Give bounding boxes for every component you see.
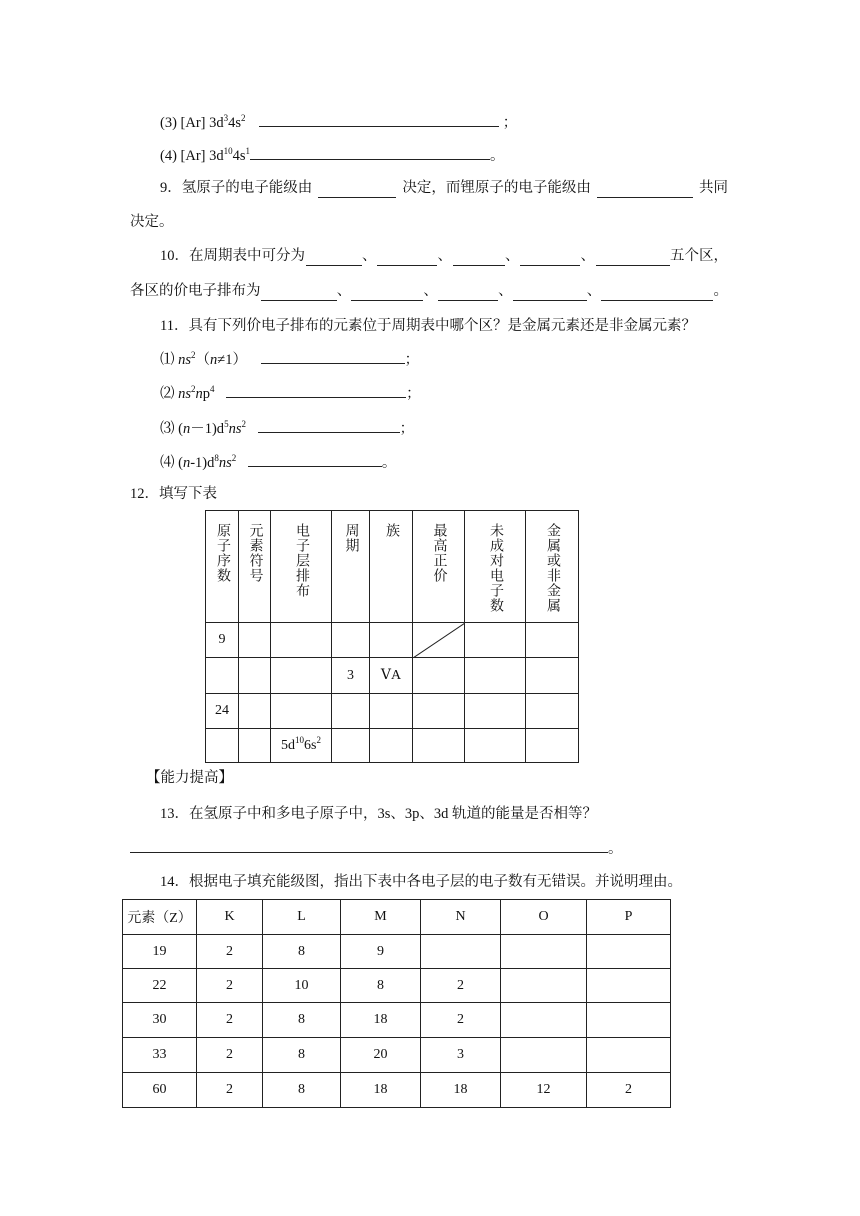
q11-item2: ⑵ $ns^2np^4$ ；: [160, 384, 421, 402]
answer-blank[interactable]: [351, 286, 423, 301]
q14-header-row: [123, 900, 671, 935]
q14-title: 14．根据电子填充能级图，指出下表中各电子层的电子数有无错误。并说明理由。: [160, 874, 682, 890]
header-cell: 原子序数: [206, 511, 239, 623]
header-cell: L: [263, 900, 341, 935]
q11-item4: ⑷ $(n-1)d^8ns^2$ 。: [160, 453, 397, 471]
table-row: [206, 694, 579, 729]
table-row: [123, 969, 671, 1003]
q12-header-row: [206, 511, 579, 623]
header-cell: 元素符号: [239, 511, 271, 623]
table-cell[interactable]: [370, 694, 413, 729]
q13-answer: 。: [130, 838, 623, 859]
table-cell: 2: [587, 1073, 671, 1108]
table-cell: 2: [197, 1073, 263, 1108]
q10-line1: 10．在周期表中可分为 、 、 、 、 五个区，: [160, 248, 728, 264]
table-cell: 33: [123, 1038, 197, 1073]
table-cell: 60: [123, 1073, 197, 1108]
table-cell: 3: [332, 658, 370, 694]
q11-item1: ⑴ $ns^2(n\ne 1)$ ；: [160, 350, 420, 368]
table-cell[interactable]: [465, 729, 526, 763]
table-cell: 2: [421, 1003, 501, 1038]
table-cell: 12: [501, 1073, 587, 1108]
answer-blank[interactable]: [601, 286, 713, 301]
table-cell[interactable]: [370, 623, 413, 658]
table-cell[interactable]: [413, 729, 465, 763]
table-cell: [501, 969, 587, 1003]
table-cell[interactable]: [271, 694, 332, 729]
section-heading: 【能力提高】: [146, 770, 233, 786]
table-row: [123, 1003, 671, 1038]
table-cell[interactable]: [526, 694, 579, 729]
table-cell: 8: [263, 1003, 341, 1038]
answer-blank[interactable]: [520, 251, 580, 266]
table-cell: 22: [123, 969, 197, 1003]
table-cell: ⅤA: [370, 658, 413, 694]
table-cell[interactable]: [332, 694, 370, 729]
table-cell: [587, 935, 671, 969]
table-cell: 24: [206, 694, 239, 729]
header-cell: P: [587, 900, 671, 935]
answer-blank[interactable]: [258, 418, 400, 433]
table-cell[interactable]: [332, 729, 370, 763]
diagonal-cell: [413, 623, 465, 658]
table-cell: [501, 1003, 587, 1038]
answer-blank[interactable]: [226, 383, 406, 398]
table-cell[interactable]: [465, 658, 526, 694]
table-cell[interactable]: [239, 658, 271, 694]
header-cell: K: [197, 900, 263, 935]
header-cell: 周期: [332, 511, 370, 623]
answer-blank[interactable]: [453, 251, 505, 266]
table-cell: 18: [341, 1003, 421, 1038]
answer-blank[interactable]: [513, 286, 587, 301]
answer-blank[interactable]: [248, 452, 382, 467]
table-cell[interactable]: [239, 694, 271, 729]
q10-line2: 各区的价电子排布为 、 、 、 、 。: [130, 283, 728, 299]
table-cell: 2: [197, 1003, 263, 1038]
table-cell[interactable]: [271, 658, 332, 694]
table-cell: [587, 1003, 671, 1038]
table-cell[interactable]: [206, 658, 239, 694]
table-cell[interactable]: [206, 729, 239, 763]
q14-table: [122, 899, 671, 1108]
header-cell: 金属或非金属: [526, 511, 579, 623]
table-cell: 8: [263, 1038, 341, 1073]
answer-blank[interactable]: [261, 349, 405, 364]
table-cell: 18: [421, 1073, 501, 1108]
table-cell: 2: [421, 969, 501, 1003]
table-cell[interactable]: [526, 658, 579, 694]
q12-title: 12．填写下表: [130, 486, 217, 502]
header-cell: M: [341, 900, 421, 935]
table-cell: 20: [341, 1038, 421, 1073]
table-cell[interactable]: [526, 729, 579, 763]
answer-blank[interactable]: [259, 112, 499, 127]
table-cell: 8: [263, 935, 341, 969]
table-row: [206, 658, 579, 694]
header-cell: O: [501, 900, 587, 935]
table-cell: 10: [263, 969, 341, 1003]
q8-item4: (4) [Ar] $3d^{10}4s^1$ 。: [160, 146, 505, 164]
answer-blank[interactable]: [250, 145, 490, 160]
table-cell: 2: [197, 969, 263, 1003]
table-cell: 30: [123, 1003, 197, 1038]
q12-table: [205, 510, 579, 763]
table-cell: 9: [206, 623, 239, 658]
header-cell: 族: [370, 511, 413, 623]
header-cell: 最高正价: [413, 511, 465, 623]
q11-item3: ⑶ $(n-1)d^5ns^2$ ；: [160, 419, 415, 437]
table-cell: 3: [421, 1038, 501, 1073]
table-row: [123, 1073, 671, 1108]
answer-blank[interactable]: [596, 251, 670, 266]
table-cell: 8: [263, 1073, 341, 1108]
table-row: [206, 623, 579, 658]
answer-blank[interactable]: [597, 183, 693, 198]
table-row: [206, 729, 579, 763]
table-cell: [421, 935, 501, 969]
table-cell[interactable]: [413, 694, 465, 729]
answer-blank[interactable]: [438, 286, 498, 301]
table-cell[interactable]: [465, 623, 526, 658]
table-cell[interactable]: [332, 623, 370, 658]
table-cell[interactable]: [271, 623, 332, 658]
header-cell: 元素（Z）: [123, 900, 197, 935]
table-cell[interactable]: [465, 694, 526, 729]
table-cell: [501, 1038, 587, 1073]
header-cell: N: [421, 900, 501, 935]
answer-blank[interactable]: [318, 183, 396, 198]
table-cell: 18: [341, 1073, 421, 1108]
table-cell[interactable]: [526, 623, 579, 658]
q13-title: 13．在氢原子中和多电子原子中，3s、3p、3d 轨道的能量是否相等？: [160, 806, 598, 822]
table-cell[interactable]: [413, 658, 465, 694]
q8-item3: (3) [Ar] $3d^34s^2$ ；: [160, 113, 518, 131]
table-cell: 8: [341, 969, 421, 1003]
answer-blank[interactable]: [130, 838, 608, 853]
diagonal-line: [413, 623, 465, 658]
header-cell: 电子层排布: [271, 511, 332, 623]
table-row: [123, 935, 671, 969]
table-cell: $5d^{10}6s^2$: [271, 729, 332, 763]
q9-line1: 9．氢原子的电子能级由 决定，而锂原子的电子能级由 共同: [160, 180, 728, 196]
table-cell: [587, 1038, 671, 1073]
table-cell[interactable]: [370, 729, 413, 763]
answer-blank[interactable]: [306, 251, 362, 266]
table-cell: 9: [341, 935, 421, 969]
table-cell: 19: [123, 935, 197, 969]
table-row: [123, 1038, 671, 1073]
answer-blank[interactable]: [377, 251, 437, 266]
table-cell[interactable]: [239, 729, 271, 763]
table-cell: 2: [197, 1038, 263, 1073]
q11-title: 11．具有下列价电子排布的元素位于周期表中哪个区？是金属元素还是非金属元素？: [160, 318, 696, 334]
table-cell: 2: [197, 935, 263, 969]
table-cell: [587, 969, 671, 1003]
answer-blank[interactable]: [261, 286, 337, 301]
header-cell: 未成对电子数: [465, 511, 526, 623]
table-cell: [501, 935, 587, 969]
table-cell[interactable]: [239, 623, 271, 658]
q9-line2: 决定。: [130, 214, 174, 230]
